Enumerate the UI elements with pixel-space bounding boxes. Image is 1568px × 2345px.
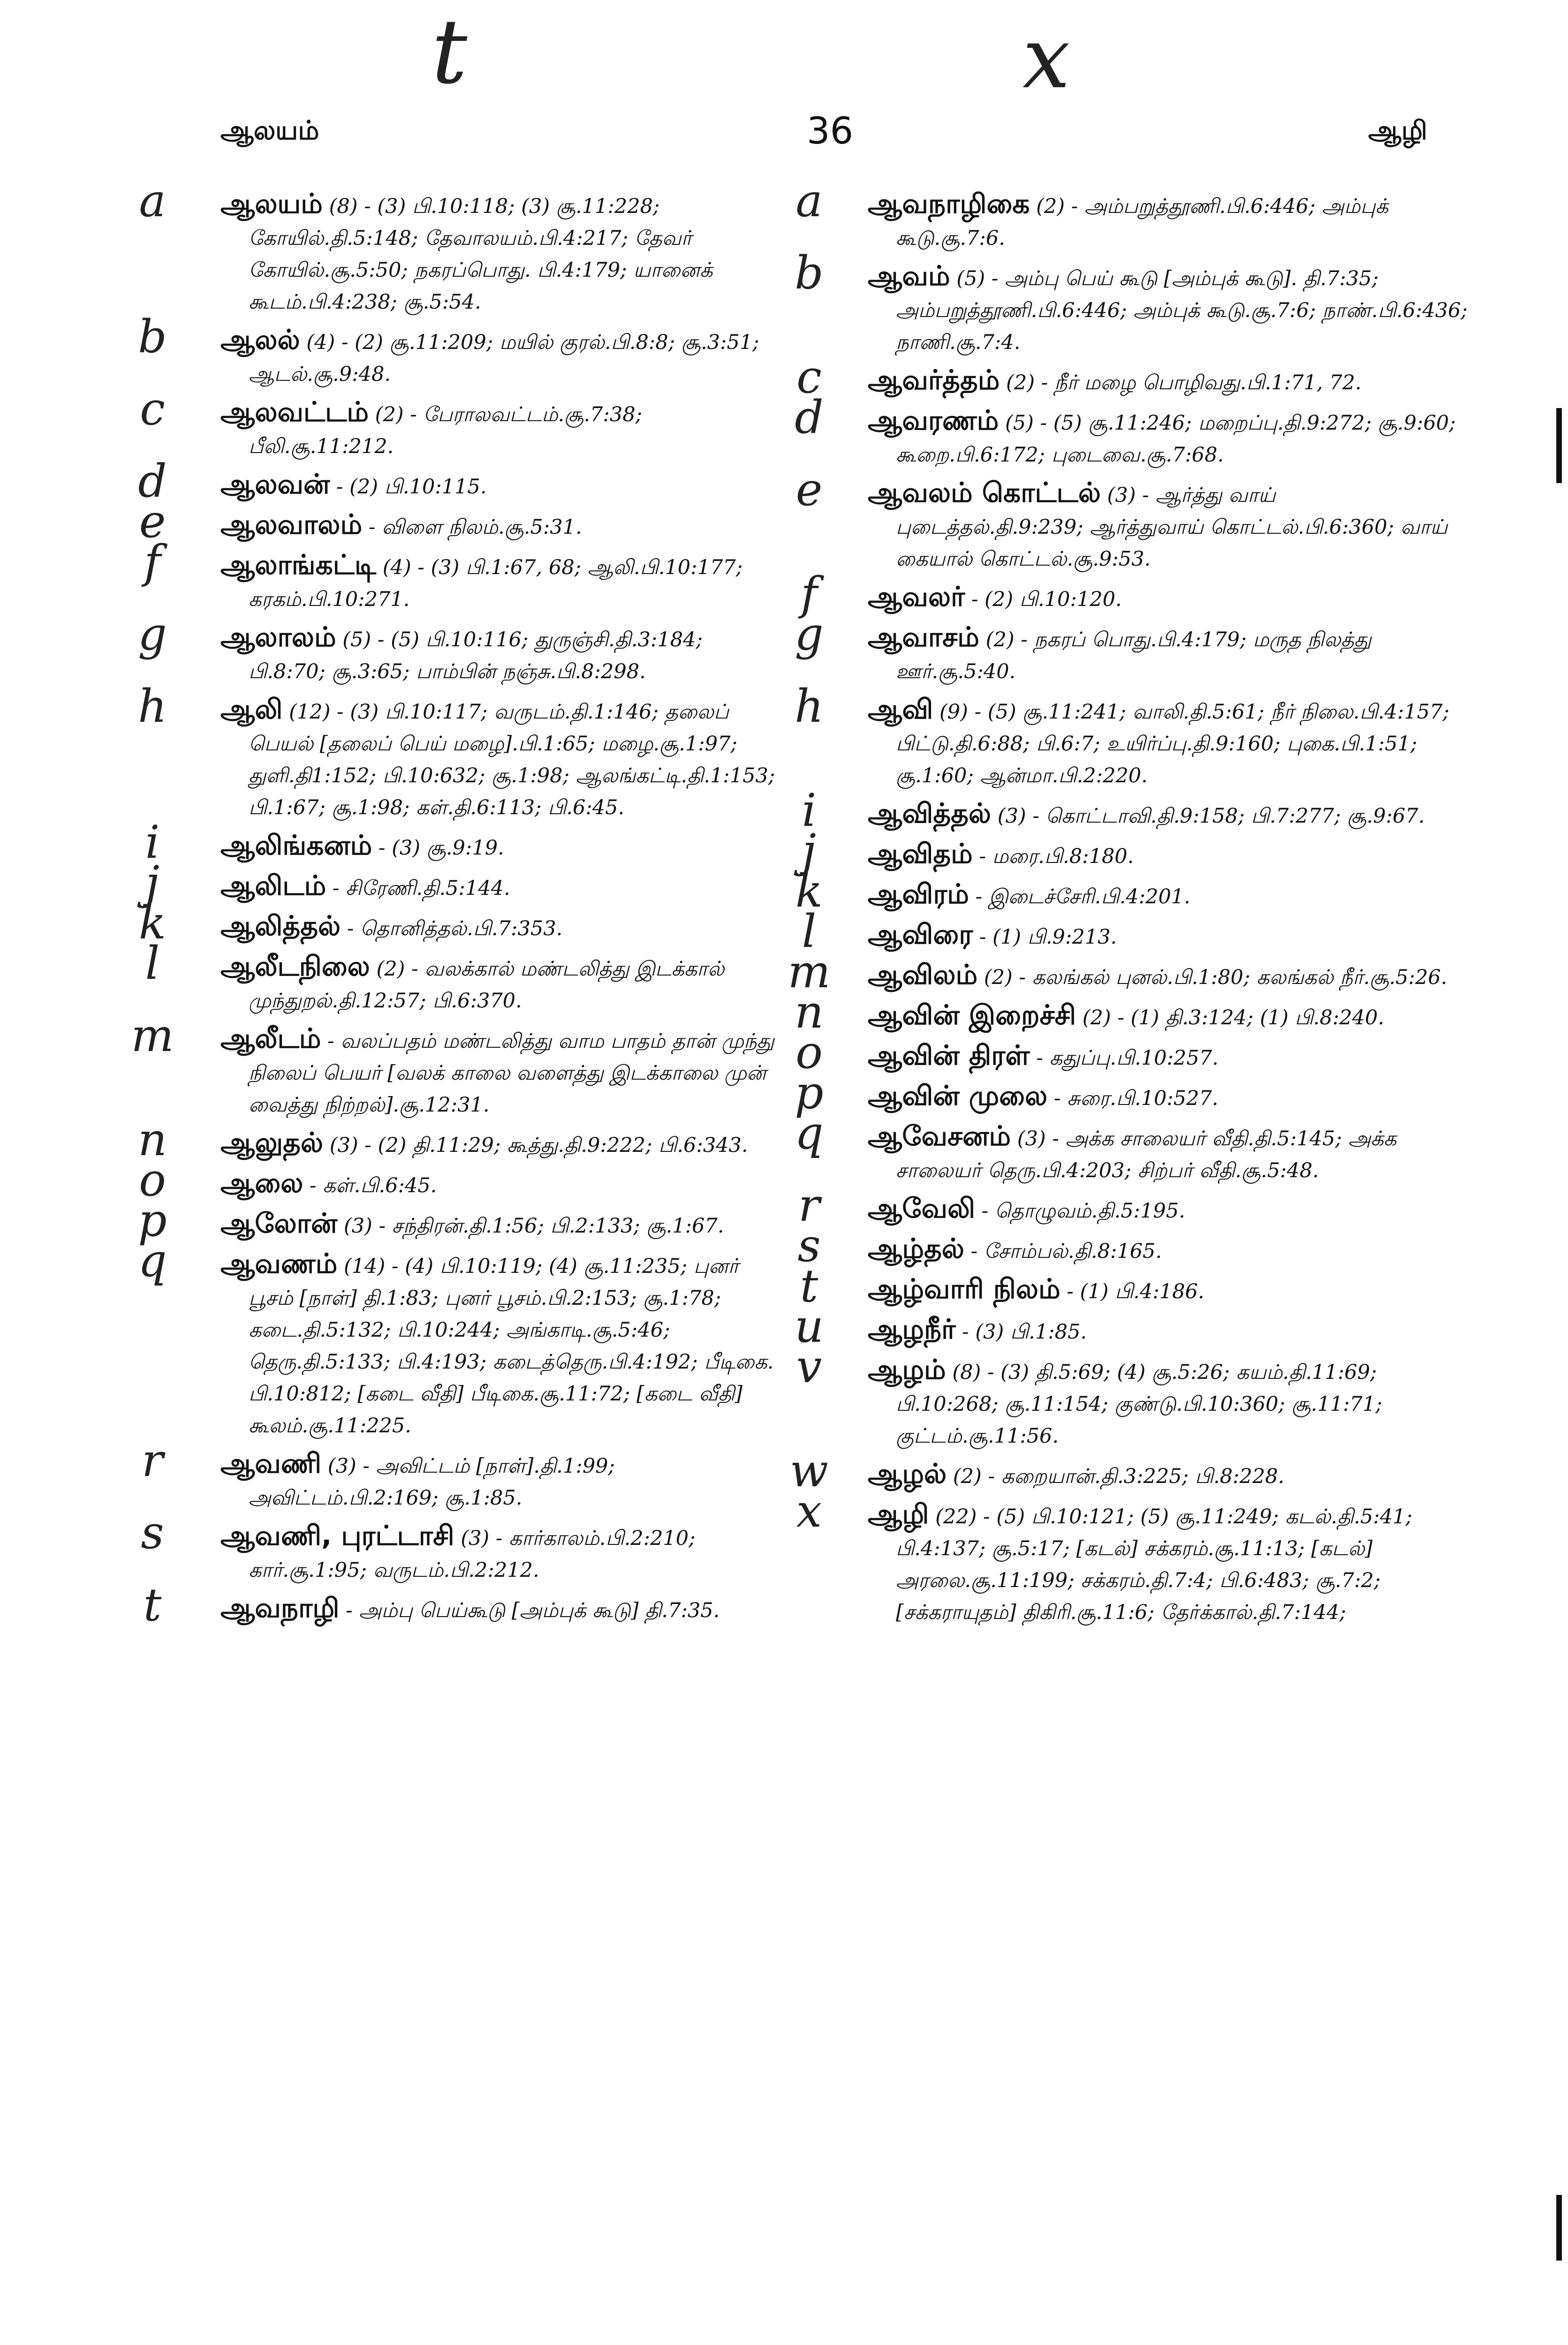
dictionary-entry (795, 608, 1468, 688)
dictionary-entry (795, 986, 1468, 1038)
entry-headword: ஆலோன் (220, 1207, 338, 1239)
entry-definition: (2) - வலக்கால் மண்டலித்து இடக்கால் முந்துறல்.தி.12:57; பி.6:370. (249, 957, 725, 1013)
dictionary-entry (796, 351, 1468, 403)
dictionary-entry (140, 383, 783, 462)
entry-headword: ஆலவட்டம் (220, 396, 369, 428)
handwritten-margin-letter: k (138, 897, 167, 949)
entry-headword: ஆவரணம் (868, 404, 999, 436)
handwritten-margin-letter: r (142, 1434, 163, 1487)
entry-headword: ஆழ்வாரி நிலம் (868, 1273, 1060, 1305)
dictionary-entry (797, 1219, 1468, 1272)
handwritten-margin-letter: m (788, 946, 831, 998)
entry-definition: (3) - சந்திரன்.தி.1:56; பி.2:133; சூ.1:67. (337, 1214, 724, 1238)
dictionary-entry (798, 1179, 1468, 1232)
handwritten-margin-letter: w (789, 1445, 829, 1497)
handwritten-margin-letter: x (796, 1485, 822, 1537)
entry-headword: ஆழி (868, 1498, 929, 1530)
entry-definition: - தொனித்தல்.பி.7:353. (341, 917, 563, 940)
left-column (131, 174, 783, 1632)
dictionary-entry (145, 816, 783, 869)
handwritten-margin-letter: c (796, 351, 822, 403)
handwritten-margin-letter: j (145, 856, 159, 909)
entry-headword: ஆவலம் கொட்டல் (868, 477, 1101, 508)
handwritten-top-mark-left: t (432, 0, 468, 104)
entry-definition: (4) - (3) பி.1:67, 68; ஆலி.பி.10:177; கரகம்.பி.10:271. (249, 556, 743, 611)
entry-definition: - சிரேணி.தி.5:144. (326, 877, 510, 900)
dictionary-entry (131, 1009, 783, 1121)
handwritten-margin-letter: n (795, 986, 824, 1038)
dictionary-entry (795, 680, 1468, 792)
handwritten-margin-letter: e (795, 463, 823, 516)
dictionary-entry (795, 1107, 1468, 1187)
entry-headword: ஆவணி, புரட்டாசி (220, 1520, 454, 1551)
entry-headword: ஆவின் திரள் (868, 1039, 1030, 1071)
dictionary-entry (141, 1506, 783, 1586)
handwritten-margin-letter: n (138, 1113, 167, 1166)
entry-definition: - (2) பி.10:120. (965, 588, 1122, 611)
handwritten-margin-letter: g (795, 608, 824, 660)
entry-definition: (2) - (1) தி.3:124; (1) பி.8:240. (1076, 1006, 1385, 1029)
entry-definition: (3) - அக்க சாலையர் வீதி.தி.5:145; அக்க சாலையர் தெரு.பி.4:203; சிற்பர் வீதி.சூ.5:48. (896, 1127, 1397, 1182)
handwritten-top-mark-right: x (1023, 9, 1070, 107)
entry-definition: (5) - (5) பி.10:116; துருஞ்சி.தி.3:184; பி.8:70; சூ.3:65; பாம்பின் நஞ்சு.பி.8:298. (249, 628, 703, 683)
margin-tick (1556, 408, 1562, 483)
entry-definition: (8) - (3) பி.10:118; (3) சூ.11:228; கோயில்.தி.5:148; தேவாலயம்.பி.4:217; தேவர் கோயில்.சூ.5:50; நகரப்பொது. பி.4:179; யானைக் கூடம்.பி.4:238; சூ.5:54. (249, 195, 713, 314)
entry-definition: - இடைச்சேரி.பி.4:201. (969, 885, 1190, 908)
entry-headword: ஆழநீர் (868, 1313, 956, 1345)
entry-headword: ஆவணம் (220, 1248, 338, 1279)
entry-definition: (8) - (3) தி.5:69; (4) சூ.5:26; கயம்.தி.11:69; பி.10:268; சூ.11:154; குண்டு.பி.10:360; சூ.11:71; குட்டம்.சூ.11:56. (896, 1361, 1382, 1448)
dictionary-entry (139, 174, 783, 318)
entry-definition: (14) - (4) பி.10:119; (4) சூ.11:235; புனர் பூசம் [நாள்] தி.1:83; புனர் பூசம்.பி.2:153; சூ.1:78; கடை.தி.5:132; பி.10:244; அங்காடி.சூ.5:46; தெரு.தி.5:133; பி.4:193; கடைத்தெரு.பி.4:192; பீடிகை. பி.10:812; [கடை வீதி] பீடிகை.சூ.11:72; [கடை வீதி] கூலம்.சூ.11:225. (249, 1255, 774, 1437)
dictionary-entry (139, 1154, 783, 1206)
entry-headword: ஆவிரம் (868, 878, 969, 910)
handwritten-margin-letter: q (138, 1234, 167, 1287)
entry-definition: - கள்.பி.6:45. (303, 1174, 437, 1197)
handwritten-margin-letter: k (795, 865, 823, 917)
entry-definition: - தொழுவம்.தி.5:195. (975, 1199, 1185, 1223)
entry-headword: ஆவம் (868, 260, 950, 292)
entry-definition: - விளை நிலம்.சூ.5:31. (362, 515, 582, 539)
dictionary-entry (145, 937, 783, 1017)
handwritten-margin-letter: o (795, 1026, 823, 1079)
dictionary-entry (802, 905, 1468, 958)
entry-definition: (4) - (2) சூ.11:209; மயில் குரல்.பி.8:8; சூ.3:51; ஆடல்.சூ.9:48. (249, 331, 759, 386)
entry-headword: ஆலயம் (220, 188, 323, 219)
handwritten-margin-letter: o (139, 1154, 166, 1206)
entry-definition: (3) - அவிட்டம் [நாள்].தி.1:99; அவிட்டம்.பி.2:169; சூ.1:85. (249, 1454, 615, 1510)
margin-tick (1556, 2195, 1562, 2261)
dictionary-entry (142, 1434, 783, 1514)
dictionary-entry (145, 856, 783, 909)
entry-headword: ஆலவாலம் (220, 508, 363, 540)
handwritten-margin-letter: u (795, 1300, 824, 1353)
handwritten-margin-letter: q (795, 1107, 824, 1159)
dictionary-entry (138, 897, 783, 949)
handwritten-margin-letter: a (795, 174, 823, 227)
entry-definition: (3) - (2) தி.11:29; கூத்து.தி.9:222; பி.6:343. (323, 1134, 748, 1157)
entry-headword: ஆலித்தல் (220, 910, 341, 942)
entry-headword: ஆவிலம் (868, 959, 978, 991)
dictionary-entry (139, 495, 783, 548)
handwritten-margin-letter: t (143, 1579, 162, 1631)
entry-definition: - கதுப்பு.பி.10:257. (1030, 1046, 1219, 1070)
entry-definition: - (2) பி.10:115. (330, 475, 487, 499)
entry-headword: ஆவேசனம் (868, 1120, 1011, 1152)
handwritten-margin-letter: i (802, 784, 817, 837)
entry-headword: ஆவின் முலை (868, 1080, 1048, 1112)
entry-headword: ஆலை (220, 1167, 303, 1199)
page-header (0, 110, 1568, 157)
entry-headword: ஆலல் (220, 324, 300, 356)
entry-headword: ஆலிங்கனம் (220, 829, 372, 861)
entry-headword: ஆவிதம் (868, 838, 973, 870)
dictionary-entry (138, 1194, 783, 1247)
entry-definition: (3) - ஆர்த்து வாய் புடைத்தல்.தி.9:239; ஆர்த்துவாய் கொட்டல்.பி.6:360; வாய் கையால் கொட்டல்.சூ.9:53. (896, 484, 1448, 571)
entry-definition: (2) - பேராலவட்டம்.சூ.7:38; பீலி.சூ.11:212. (249, 403, 643, 458)
entry-definition: - சோம்பல்.தி.8:165. (964, 1240, 1162, 1263)
dictionary-entry (795, 391, 1468, 471)
handwritten-margin-letter: j (802, 825, 816, 877)
handwritten-margin-letter: b (795, 247, 824, 299)
entry-headword: ஆலவன் (220, 468, 330, 500)
handwritten-margin-letter: l (802, 905, 817, 958)
entry-headword: ஆவாசம் (868, 621, 979, 653)
entry-headword: ஆலீடம் (220, 1022, 321, 1054)
entry-headword: ஆழல் (868, 1458, 947, 1490)
entry-definition: (22) - (5) பி.10:121; (5) சூ.11:249; கடல்.தி.5:41; பி.4:137; சூ.5:17; [கடல்] சக்கரம்.சூ.11:13; [கடல்] அரலை.சூ.11:199; சக்கரம்.தி.7:4; பி.6:483; சூ.7:2; [சக்கராயுதம்] திகிரி.சூ.11:6; தேர்க்கால்.தி.7:144; (896, 1505, 1413, 1624)
entry-definition: (5) - (5) சூ.11:246; மறைப்பு.தி.9:272; சூ.9:60; கூறை.பி.6:172; புடைவை.சூ.7:68. (896, 411, 1456, 467)
dictionary-entry (789, 1445, 1468, 1497)
dictionary-entry (796, 1340, 1468, 1452)
entry-headword: ஆவநாழிகை (868, 188, 1030, 219)
entry-definition: - வலப்பதம் மண்டலித்து வாம பாதம் தான் முந்து நிலைப் பெயர் [வலக் காலை வளைத்து இடக்காலை முன் வைத்து நிற்றல்].சூ.12:31. (249, 1029, 774, 1117)
entry-headword: ஆவிரை (868, 918, 973, 950)
header-first-word: ஆலயம் (220, 115, 319, 146)
right-column (788, 174, 1468, 1634)
page-number: 36 (807, 110, 854, 152)
handwritten-margin-letter: p (138, 1194, 167, 1247)
entry-headword: ஆவின் இறைச்சி (868, 999, 1076, 1031)
handwritten-margin-letter: f (144, 536, 161, 588)
dictionary-entry (795, 865, 1468, 917)
entry-headword: ஆலீடநிலை (220, 950, 370, 982)
dictionary-entry (138, 608, 783, 688)
entry-headword: ஆவேலி (868, 1192, 976, 1224)
handwritten-margin-letter: s (797, 1219, 821, 1272)
handwritten-margin-letter: t (800, 1260, 818, 1312)
handwritten-margin-letter: c (140, 383, 165, 435)
entry-definition: (9) - (5) சூ.11:241; வாலி.தி.5:61; நீர் நிலை.பி.4:157; பிட்டு.தி.6:88; பி.6:7; உயிர்ப்பு.தி.9:160; புகை.பி.1:51; சூ.1:60; ஆன்மா.பி.2:220. (896, 700, 1449, 787)
dictionary-entry (795, 463, 1468, 575)
entry-headword: ஆவணி (220, 1447, 322, 1479)
handwritten-margin-letter: b (138, 310, 167, 363)
entry-definition: (12) - (3) பி.10:117; வருடம்.தி.1:146; தலைப் பெயல் [தலைப் பெய் மழை].பி.1:65; மழை.சூ.1:97; துளி.தி1:152; பி.10:632; சூ.1:98; ஆலங்கட்டி.தி.1:153; பி.1:67; சூ.1:98; கள்.தி.6:113; பி.6:45. (249, 700, 775, 819)
entry-definition: - அம்பு பெய்கூடு [அம்புக் கூடு] தி.7:35. (339, 1599, 720, 1622)
entry-definition: (2) - கலங்கல் புனல்.பி.1:80; கலங்கல் நீர்.சூ.5:26. (977, 966, 1447, 989)
dictionary-entry (795, 174, 1468, 254)
dictionary-entry (138, 455, 783, 507)
entry-definition: (3) - கொட்டாவி.தி.9:158; பி.7:277; சூ.9:67. (991, 804, 1425, 828)
handwritten-margin-letter: l (145, 937, 160, 990)
dictionary-entry (795, 1026, 1468, 1079)
handwritten-margin-letter: m (131, 1009, 174, 1062)
entry-definition: (2) - நகரப் பொது.பி.4:179; மருத நிலத்து ஊர்.சூ.5:40. (896, 628, 1371, 683)
dictionary-entry (802, 825, 1468, 877)
dictionary-entry (801, 567, 1468, 620)
dictionary-entry (138, 1234, 783, 1442)
entry-headword: ஆவலர் (868, 581, 965, 613)
entry-headword: ஆலி (220, 693, 283, 725)
entry-definition: (2) - கறையான்.தி.3:225; பி.8:228. (947, 1465, 1285, 1488)
handwritten-margin-letter: a (139, 174, 166, 227)
handwritten-margin-letter: d (138, 455, 167, 507)
entry-definition: - சுரை.பி.10:527. (1047, 1087, 1219, 1110)
entry-definition: - (1) பி.4:186. (1060, 1280, 1204, 1303)
dictionary-entry (795, 1300, 1468, 1353)
dictionary-entry (796, 1485, 1468, 1628)
dictionary-entry (138, 310, 783, 390)
handwritten-margin-letter: e (139, 495, 166, 548)
entry-definition: - மரை.பி.8:180. (972, 845, 1134, 868)
entry-definition: (2) - நீர் மழை பொழிவது.பி.1:71, 72. (1000, 371, 1362, 394)
dictionary-entry (138, 680, 783, 824)
handwritten-margin-letter: s (141, 1506, 164, 1559)
entry-definition: (5) - அம்பு பெய் கூடு [அம்புக் கூடு]. தி.7:35; அம்பறுத்தூணி.பி.6:446; அம்புக் கூடு.சூ.7:6; நாண்.பி.6:436; நாணி.சூ.7:4. (896, 267, 1468, 354)
dictionary-entry (802, 784, 1468, 837)
entry-headword: ஆவர்த்தம் (868, 364, 1000, 396)
handwritten-margin-letter: v (796, 1340, 822, 1393)
dictionary-entry (788, 946, 1468, 998)
entry-definition: (2) - அம்பறுத்தூணி.பி.6:446; அம்புக் கூடு.சூ.7:6. (896, 195, 1389, 250)
handwritten-margin-letter: i (145, 816, 160, 869)
header-last-word: ஆழி (1368, 115, 1427, 146)
handwritten-margin-letter: r (798, 1179, 820, 1232)
handwritten-margin-letter: f (801, 567, 818, 620)
entry-headword: ஆலாங்கட்டி (220, 549, 377, 581)
handwritten-margin-letter: p (795, 1067, 824, 1119)
dictionary-entry (795, 247, 1468, 358)
entry-headword: ஆவி (868, 693, 933, 725)
entry-definition: - (3) சூ.9:19. (372, 836, 504, 860)
dictionary-entry (138, 1113, 783, 1166)
dictionary-entry (143, 1579, 783, 1631)
entry-definition: - (1) பி.9:213. (973, 925, 1117, 949)
dictionary-entry (795, 1067, 1468, 1119)
handwritten-margin-letter: h (795, 680, 824, 733)
entry-headword: ஆலுதல் (220, 1127, 324, 1158)
entry-definition: (3) - கார்காலம்.பி.2:210; கார்.சூ.1:95; வருடம்.பி.2:212. (249, 1527, 696, 1582)
entry-headword: ஆழ்தல் (868, 1233, 964, 1264)
entry-headword: ஆவித்தல் (868, 797, 992, 829)
entry-headword: ஆழம் (868, 1354, 946, 1385)
handwritten-margin-letter: h (138, 680, 167, 733)
dictionary-entry (144, 536, 783, 615)
entry-headword: ஆலாலம் (220, 621, 336, 653)
handwritten-margin-letter: d (795, 391, 824, 444)
dictionary-entry (800, 1260, 1468, 1312)
entry-headword: ஆவநாழி (220, 1592, 340, 1624)
entry-headword: ஆலிடம் (220, 870, 326, 901)
handwritten-margin-letter: g (138, 608, 167, 660)
entry-definition: - (3) பி.1:85. (955, 1320, 1087, 1344)
